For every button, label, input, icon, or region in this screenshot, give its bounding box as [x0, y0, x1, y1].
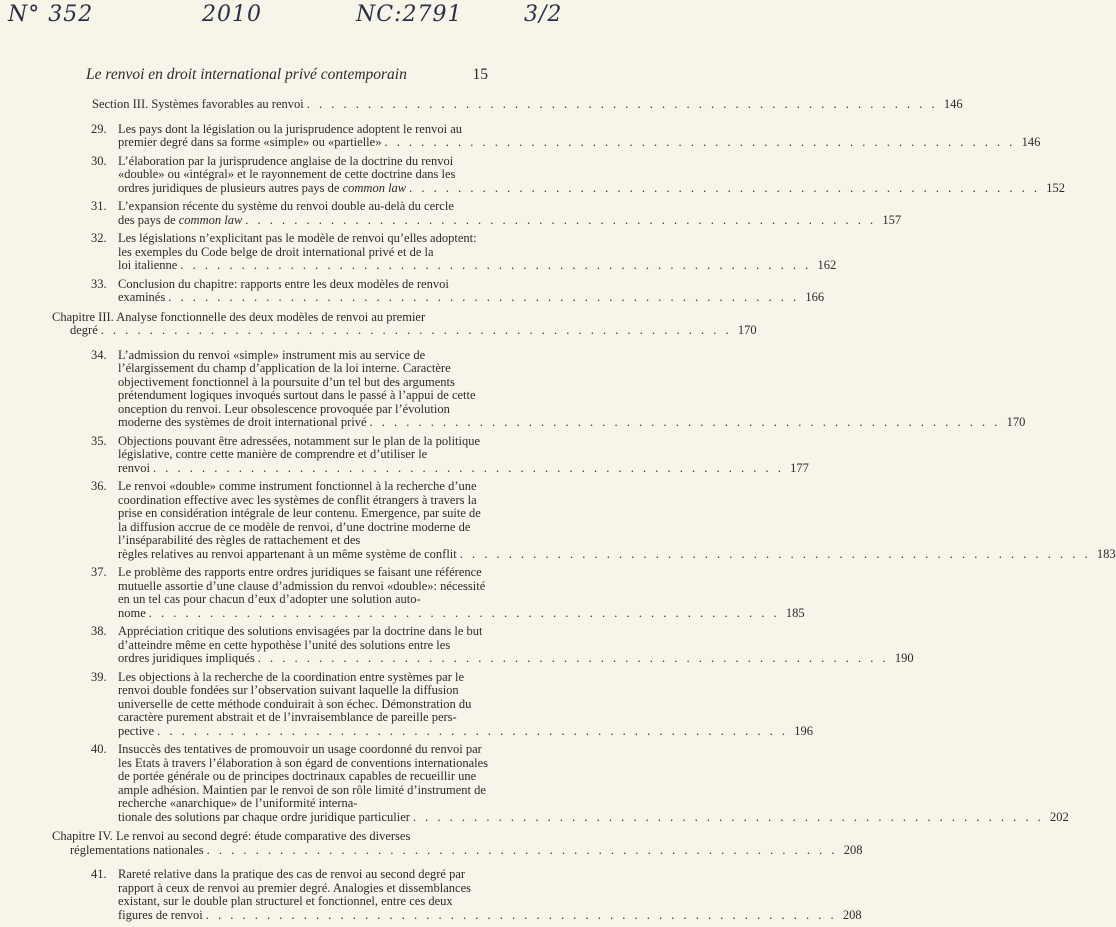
- item-number: 34.: [91, 347, 107, 362]
- item-text: Chapitre IV. Le renvoi au second degré: étude comparative des diverses: [52, 829, 411, 843]
- toc-line: [118, 460, 809, 476]
- page-ref: 146: [943, 97, 963, 111]
- toc-line: [118, 723, 813, 739]
- line-text: pective: [118, 723, 155, 738]
- dot-leader: . . . . . . . . . . . . . . . . . . . . . . . . . . . . . . . . . . . . . . . . . . . . . . . . . . . .: [157, 723, 788, 738]
- dot-leader: . . . . . . . . . . . . . . . . . . . . . . . . . . . . . . . . . . . . . . . . . . . . . . . . . . . .: [152, 460, 784, 475]
- toc-item: [52, 199, 902, 227]
- toc-line: [118, 546, 1116, 562]
- item-number: 38.: [91, 624, 107, 638]
- page-ref: 208: [842, 907, 862, 922]
- item-number: 32.: [91, 231, 107, 245]
- dot-leader: . . . . . . . . . . . . . . . . . . . . . . . . . . . . . . . . . . . . . . . . . . . . . . . . . . . .: [412, 809, 1044, 824]
- toc-line: [118, 180, 1066, 196]
- running-title: Le renvoi en droit international privé contemporain: [86, 66, 407, 83]
- page-ref: 162: [817, 258, 837, 272]
- item-text: Le problème des rapports entre ordres juridiques se faisant une référence mutuelle assortie d’une clause d’admission du renvoi «double»: nécessité en un tel cas pour chacun d’eux d’adopter une solution auto-: [118, 565, 486, 606]
- item-number: 39.: [91, 669, 107, 684]
- dot-leader: . . . . . . . . . . . . . . . . . . . . . . . . . . . . . . . . . . . . . . . . . . . . . . . . . . . .: [384, 135, 1016, 149]
- dot-leader: . . . . . . . . . . . . . . . . . . . . . . . . . . . . . . . . . . . . . . . . . . . . . . . . . . . .: [148, 605, 780, 620]
- page-ref: 177: [790, 460, 809, 475]
- table-of-contents: [52, 97, 1116, 927]
- item-text: Les objections à la recherche de la coordination entre systèmes par le renvoi double fondées sur l’observation suivant laquelle la diffusion universelle de cette méthode conduirait à son échec. Démonstration du caractère purement abstrait et de l’invraisemblance de pareille pers-: [118, 669, 472, 724]
- toc-line: [92, 97, 963, 112]
- line-text: examinés: [118, 290, 166, 304]
- toc-line: [118, 258, 837, 273]
- dot-leader: . . . . . . . . . . . . . . . . . . . . . . . . . . . . . . . . . . . . . . . . . . . . . . . . . . . .: [306, 97, 938, 111]
- toc-item: [52, 565, 805, 620]
- toc-item: [52, 231, 837, 273]
- dot-leader: . . . . . . . . . . . . . . . . . . . . . . . . . . . . . . . . . . . . . . . . . . . . . . . . . . . .: [180, 258, 812, 272]
- dot-leader: . . . . . . . . . . . . . . . . . . . . . . . . . . . . . . . . . . . . . . . . . . . . . . . . . . . .: [206, 842, 838, 857]
- item-text: Les pays dont la législation ou la jurisprudence adoptent le renvoi au: [118, 121, 463, 136]
- handwritten-annotation: N° 352: [8, 2, 94, 27]
- item-number: 30.: [91, 153, 107, 168]
- toc-item: [52, 867, 862, 922]
- line-text: ordres juridiques impliqués: [118, 651, 255, 665]
- line-text: nome: [118, 605, 146, 620]
- running-header: [86, 66, 488, 84]
- page-ref: 146: [1021, 135, 1041, 149]
- toc-item: [52, 347, 1026, 430]
- page-ref: 166: [805, 290, 825, 304]
- dot-leader: . . . . . . . . . . . . . . . . . . . . . . . . . . . . . . . . . . . . . . . . . . . . . . . . . . . .: [168, 290, 800, 304]
- line-text: loi italienne: [118, 258, 178, 272]
- line-text: figures de renvoi: [118, 907, 203, 922]
- toc-line: [118, 212, 902, 228]
- page-ref: 157: [882, 212, 902, 227]
- line-text: des pays de common law: [118, 212, 243, 227]
- dot-leader: . . . . . . . . . . . . . . . . . . . . . . . . . . . . . . . . . . . . . . . . . . . . . . . . . . . .: [245, 212, 877, 227]
- item-text: Objections pouvant être adressées, notamment sur le plan de la politique législative, contre cette manière de comprendre et d’utiliser le: [118, 433, 481, 461]
- item-number: 40.: [91, 742, 107, 756]
- item-number: 35.: [91, 433, 107, 448]
- item-text: Insuccès des tentatives de promouvoir un usage coordonné du renvoi par les Etats à travers l’élaboration à son égard de conventions internationales de portée générale ou de principes doctrinaux capables de recueillir une ample adhésion. Maintien par le renvoi de son rôle limité d’instrument de recherche «anarchique» de l’uniformité interna-: [118, 742, 489, 810]
- toc-line: [118, 651, 914, 666]
- toc-item: [52, 276, 825, 305]
- line-text: premier degré dans sa forme «simple» ou «partielle»: [118, 135, 382, 149]
- toc-item: [52, 153, 1066, 196]
- page-ref: 185: [785, 605, 805, 620]
- item-number: 33.: [91, 276, 107, 291]
- handwritten-annotation: 3/2: [524, 2, 563, 27]
- page-ref: 196: [794, 723, 813, 738]
- page-ref: 170: [1006, 415, 1026, 429]
- handwritten-annotation: 2010: [202, 2, 262, 27]
- page-number: 15: [472, 66, 488, 83]
- toc-line: [118, 907, 862, 923]
- line-text: degré: [70, 323, 98, 337]
- item-text: Conclusion du chapitre: rapports entre les deux modèles de renvoi: [118, 276, 449, 291]
- toc-item: [52, 742, 1069, 824]
- item-text: Appréciation critique des solutions envisagées par la doctrine dans le but d’atteindre même en cette hypothèse l’unité des solutions entre les: [118, 624, 483, 652]
- toc-line: [118, 605, 805, 621]
- item-number: 41.: [91, 867, 107, 881]
- line-text: renvoi: [118, 460, 150, 475]
- dot-leader: . . . . . . . . . . . . . . . . . . . . . . . . . . . . . . . . . . . . . . . . . . . . . . . . . . . .: [257, 651, 889, 665]
- handwritten-annotation: NC:2791: [356, 2, 463, 27]
- toc-chapter: [52, 309, 757, 338]
- line-text: Section III. Systèmes favorables au renvoi: [92, 97, 304, 111]
- toc-line: [118, 290, 825, 305]
- item-number: 29.: [91, 121, 107, 136]
- dot-leader: . . . . . . . . . . . . . . . . . . . . . . . . . . . . . . . . . . . . . . . . . . . . . . . . . . . .: [205, 907, 837, 922]
- item-text: Le renvoi «double» comme instrument fonctionnel à la recherche d’une coordination effective avec les systèmes de conflit étrangers à travers la prise en considération intégrale de leur contenu. Emergence, par suite de la diffusion accrue de ce modèle de renvoi, d’une doctrine moderne de l’inséparabilité des règles de rattachement et des: [118, 479, 481, 547]
- line-text: tionale des solutions par chaque ordre juridique particulier: [118, 809, 410, 824]
- page-ref: 208: [843, 842, 863, 857]
- page-ref: 190: [894, 651, 914, 665]
- toc-line: [118, 135, 1041, 150]
- toc-line: [70, 842, 863, 858]
- toc-line: [70, 323, 757, 338]
- dot-leader: . . . . . . . . . . . . . . . . . . . . . . . . . . . . . . . . . . . . . . . . . . . . . . . . . . . .: [409, 180, 1041, 195]
- toc-section: [52, 97, 963, 112]
- item-number: 36.: [91, 479, 107, 493]
- toc-chapter: [52, 829, 863, 857]
- item-text: L’expansion récente du système du renvoi double au-delà du cercle: [118, 199, 454, 213]
- item-text: Les législations n’explicitant pas le modèle de renvoi qu’elles adoptent: les exemples du Code belge de droit international privé et de la: [118, 231, 477, 259]
- toc-item: [52, 433, 809, 476]
- line-text: ordres juridiques de plusieurs autres pays de common law: [118, 180, 407, 195]
- page-ref: 183: [1096, 546, 1116, 561]
- item-text: L’admission du renvoi «simple» instrument mis au service de l’élargissement du champ d’application de la loi interne. Caractère objectivement fonctionnel à la poursuite d’un tel but des arguments prétendument logiques invoqués surtout dans le passé à l’appui de cette onception du renvoi. Leur obsolescence provoquée par l’évolution: [118, 347, 476, 416]
- page-ref: 170: [737, 323, 757, 337]
- item-text: L’élaboration par la jurisprudence anglaise de la doctrine du renvoi «double» ou «intégral» et le rayonnement de cette doctrine dans les: [118, 153, 456, 181]
- page-ref: 202: [1050, 809, 1069, 824]
- toc-item: [52, 479, 1116, 561]
- toc-item: [52, 669, 813, 739]
- line-text: moderne des systèmes de droit international privé: [118, 415, 367, 429]
- dot-leader: . . . . . . . . . . . . . . . . . . . . . . . . . . . . . . . . . . . . . . . . . . . . . . . . . . . .: [100, 323, 732, 337]
- dot-leader: . . . . . . . . . . . . . . . . . . . . . . . . . . . . . . . . . . . . . . . . . . . . . . . . . . . .: [459, 546, 1091, 561]
- page-ref: 152: [1046, 180, 1066, 195]
- toc-line: [118, 415, 1026, 430]
- item-text: Rareté relative dans la pratique des cas de renvoi au second degré par rapport à ceux de renvoi au premier degré. Analogies et dissemblances existant, sur le double plan structurel et fonctionnel, entre ces deux: [118, 867, 471, 908]
- item-number: 37.: [91, 565, 107, 579]
- item-number: 31.: [91, 199, 107, 213]
- toc-item: [52, 624, 914, 666]
- toc-item: [52, 121, 1041, 150]
- toc-line: [118, 809, 1069, 825]
- line-text: règles relatives au renvoi appartenant à un même système de conflit: [118, 546, 457, 561]
- item-text: Chapitre III. Analyse fonctionnelle des deux modèles de renvoi au premier: [52, 309, 426, 324]
- line-text: réglementations nationales: [70, 842, 204, 857]
- dot-leader: . . . . . . . . . . . . . . . . . . . . . . . . . . . . . . . . . . . . . . . . . . . . . . . . . . . .: [369, 415, 1001, 429]
